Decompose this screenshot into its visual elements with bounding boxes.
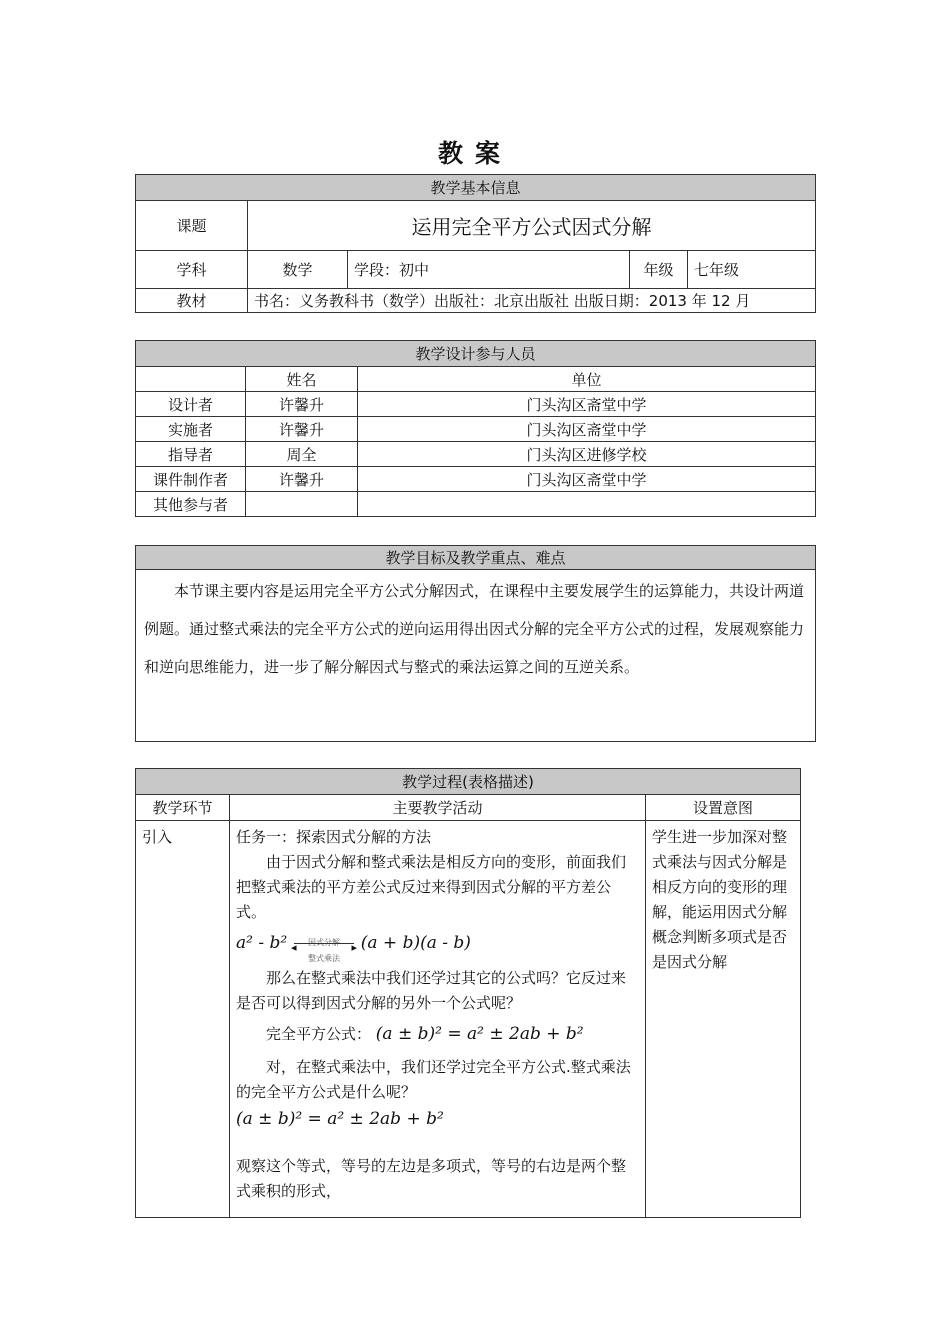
unit: 门头沟区斋堂中学 [358,417,816,442]
unit [358,492,816,517]
textbook-value: 书名：义务教科书（数学）出版社：北京出版社 出版日期：2013 年 12 月 [248,289,816,313]
grade-label: 年级 [630,251,688,289]
arrow-line [294,943,354,944]
intent-cell: 学生进一步加深对整式乘法与因式分解是相反方向的变形的理解，能运用因式分解概念判断多项式是否是因式分解 [646,821,801,1218]
role: 其他参与者 [136,492,246,517]
stage-intro: 引入 [136,821,230,1218]
person-name: 许馨升 [246,392,358,417]
topic-value: 运用完全平方公式因式分解 [248,201,816,251]
formula-2: (a ± b)² = a² ± 2ab + b² [375,1024,584,1044]
basic-info-header: 教学基本信息 [136,175,816,201]
arrow-label-top: 因式分解 [307,937,340,947]
table-row [136,492,816,517]
formula-1-left: a² - b² [236,933,288,953]
formula-3-line [236,1107,639,1132]
formula-1 [236,931,639,963]
col-unit: 单位 [358,367,816,392]
document-title: 教案 [437,139,512,168]
basic-info-table [135,174,816,313]
unit: 门头沟区进修学校 [358,442,816,467]
formula-1-right: (a + b)(a - b) [360,933,471,953]
right-arrow-icon: ▸ [351,940,357,954]
grade-value: 七年级 [688,251,816,289]
person-name: 周全 [246,442,358,467]
table-row [136,417,816,442]
goals-table [135,545,816,742]
arrow-label-bottom: 整式乘法 [307,953,340,963]
table-row [136,442,816,467]
role: 设计者 [136,392,246,417]
role: 实施者 [136,417,246,442]
topic-label: 课题 [136,201,248,251]
table-row [136,467,816,492]
process-header: 教学过程(表格描述) [136,769,801,795]
formula-3: (a ± b)² = a² ± 2ab + b² [236,1109,444,1129]
stage-value: 学段：初中 [348,251,630,289]
paragraph-2: 那么在整式乘法中我们还学过其它的公式吗？它反过来是否可以得到因式分解的另外一个公式呢？ [236,969,627,1012]
left-arrow-icon: ◂ [290,940,297,954]
col-activity: 主要教学活动 [230,795,646,821]
paragraph-3 [236,1022,639,1047]
person-name: 许馨升 [246,467,358,492]
task-title: 任务一：探索因式分解的方法 [236,828,432,846]
participants-table [135,340,816,517]
textbook-label: 教材 [136,289,248,313]
unit: 门头沟区斋堂中学 [358,467,816,492]
role: 课件制作者 [136,467,246,492]
participants-corner [136,367,246,392]
formula-2-label: 完全平方公式： [266,1025,372,1043]
double-arrow-icon [290,934,357,963]
subject-value: 数学 [248,251,348,289]
col-intent: 设置意图 [646,795,801,821]
person-name: 许馨升 [246,417,358,442]
participants-header: 教学设计参与人员 [136,341,816,367]
activity-cell [230,821,646,1218]
col-name: 姓名 [246,367,358,392]
process-table [135,768,801,1218]
unit: 门头沟区斋堂中学 [358,392,816,417]
person-name [246,492,358,517]
table-row [136,392,816,417]
paragraph-1: 由于因式分解和整式乘法是相反方向的变形，前面我们把整式乘法的平方差公式反过来得到因式分解的平方差公式。 [236,853,627,921]
paragraph-4: 对，在整式乘法中，我们还学过完全平方公式.整式乘法的完全平方公式是什么呢？ [236,1058,631,1101]
paragraph-5: 观察这个等式，等号的左边是多项式，等号的右边是两个整式乘积的形式， [236,1157,627,1200]
goals-text: 本节课主要内容是运用完全平方公式分解因式，在课程中主要发展学生的运算能力，共设计两道例题。通过整式乘法的完全平方公式的逆向运用得出因式分解的完全平方公式的过程，发展观察能力和逆向思维能力，进一步了解分解因式与整式的乘法运算之间的互逆关系。 [136,570,816,742]
subject-label: 学科 [136,251,248,289]
col-stage: 教学环节 [136,795,230,821]
goals-header: 教学目标及教学重点、难点 [136,546,816,570]
role: 指导者 [136,442,246,467]
